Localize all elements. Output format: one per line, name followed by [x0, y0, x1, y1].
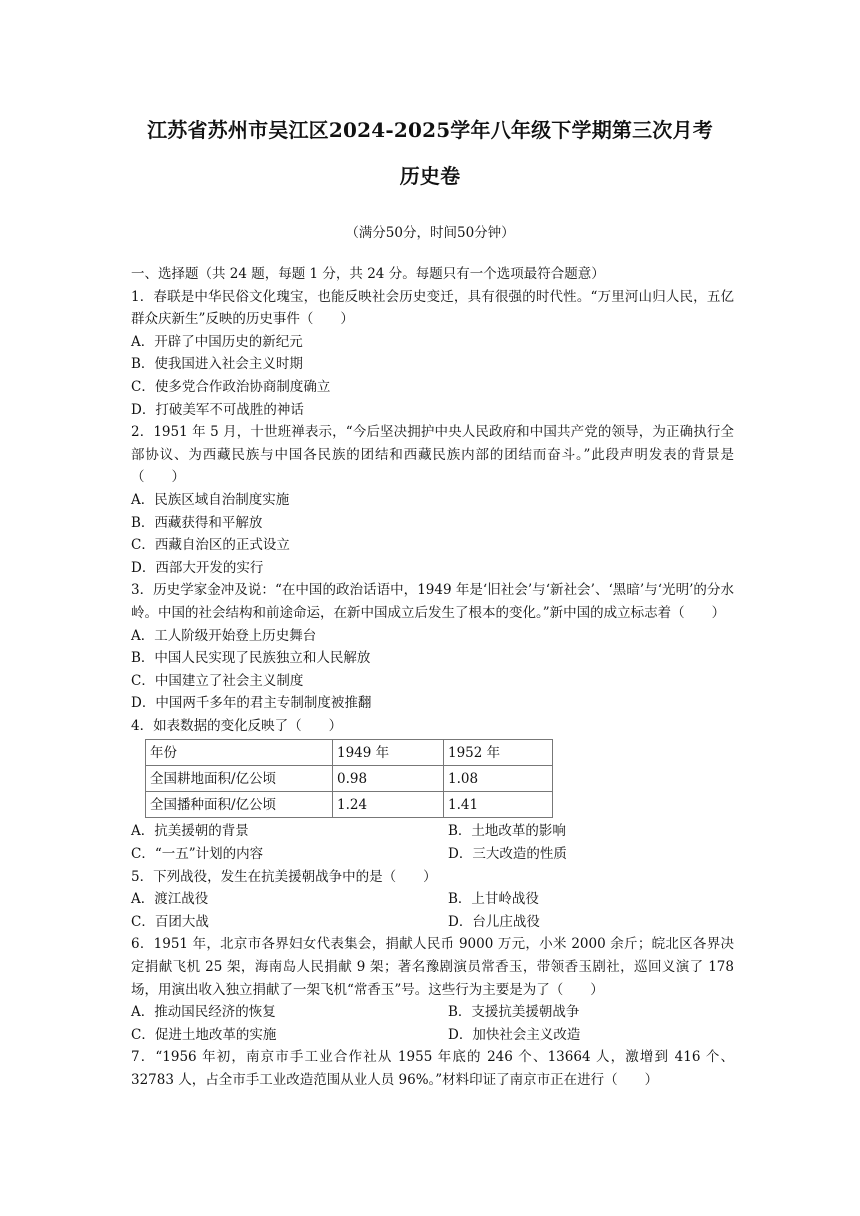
table-cell: 1.24: [333, 792, 444, 818]
question-6-options-row-1: [131, 1001, 734, 1024]
exam-title: 江苏省苏州市吴江区2024-2025学年八年级下学期第三次月考: [147, 118, 713, 142]
question-2-option-c: C．西藏自治区的正式设立: [131, 537, 290, 554]
question-4-table: [145, 739, 553, 818]
question-1-option-d: D．打破美军不可战胜的神话: [131, 401, 304, 418]
question-4-option-a: A．抗美援朝的背景: [131, 823, 249, 840]
table-header-cell: 年份: [146, 740, 333, 766]
question-3-option-a: A．工人阶级开始登上历史舞台: [131, 627, 317, 644]
table-row: [146, 792, 553, 818]
question-5-option-a: A．渡江战役: [131, 891, 209, 908]
question-4-options-row-1: [131, 820, 734, 843]
question-3-option-d: D．中国两千多年的君主专制制度被推翻: [131, 695, 372, 712]
question-1-option-b: B．使我国进入社会主义时期: [131, 356, 303, 373]
question-6-options-row-2: [131, 1024, 734, 1047]
table-header-cell: 1949 年: [333, 740, 444, 766]
table-header-row: [146, 740, 553, 766]
table-row: [146, 766, 553, 792]
question-4-options-row-2: [131, 843, 734, 866]
question-6-option-b: B．支援抗美援朝战争: [448, 1004, 580, 1021]
question-5-stem: 5．下列战役，发生在抗美援朝战争中的是（ ）: [131, 868, 437, 885]
question-4-option-d: D．三大改造的性质: [448, 846, 567, 863]
exam-subject-title: 历史卷: [399, 164, 461, 188]
table-cell: 1.08: [444, 766, 553, 792]
question-2-option-d: D．西部大开发的实行: [131, 559, 264, 576]
question-3-option-b: B．中国人民实现了民族独立和人民解放: [131, 650, 371, 667]
question-4-stem: 4．如表数据的变化反映了（ ）: [131, 717, 343, 734]
question-3-stem: 3．历史学家金冲及说：“在中国的政治话语中，1949 年是‘旧社会’与‘新社会’、‘黑暗’与‘光明’的分水岭。中国的社会结构和前途命运，在新中国成立后发生了根本的变化。”新中国的成立标志着（ ）: [131, 582, 734, 621]
question-2-stem: 2．1951 年 5 月，十世班禅表示，“今后坚决拥护中央人民政府和中国共产党的领导，为正确执行全部协议、为西藏民族与中国各民族的团结和西藏民族内部的团结而奋斗。”此段声明发表的背景是（ ）: [131, 424, 734, 486]
question-1-stem: 1．春联是中华民俗文化瑰宝，也能反映社会历史变迁，具有很强的时代性。“万里河山归人民，五亿群众庆新生”反映的历史事件（ ）: [131, 288, 734, 328]
question-6-stem: 6．1951 年，北京市各界妇女代表集会，捐献人民币 9000 万元，小米 2000 余斤；皖北区各界决定捐献飞机 25 架，海南岛人民捐献 9 架；著名豫剧演员常香玉，带领香玉剧社，巡回义演了 178 场，用演出收入独立捐献了一架飞机“常香玉”号。这些行为主要是为了（ ）: [131, 936, 734, 998]
table-cell: 全国耕地面积/亿公顷: [146, 766, 333, 792]
question-3-option-c: C．中国建立了社会主义制度: [131, 672, 304, 689]
question-7-stem: 7．“1956 年初，南京市手工业合作社从 1955 年底的 246 个、13664 人，激增到 416 个、32783 人，占全市手工业改造范围从业人员 96%。”材料印证了南京市正在进行（ ）: [131, 1049, 734, 1088]
table-cell: 0.98: [333, 766, 444, 792]
question-4-option-b: B．土地改革的影响: [448, 823, 566, 840]
question-area: [131, 263, 734, 1092]
section-heading: 一、选择题（共 24 题，每题 1 分，共 24 分。每题只有一个选项最符合题意）: [131, 266, 605, 282]
question-1-option-c: C．使多党合作政治协商制度确立: [131, 378, 331, 395]
question-5-options-row-2: [131, 911, 734, 934]
table-header-cell: 1952 年: [444, 740, 553, 766]
question-6-option-c: C．促进土地改革的实施: [131, 1026, 277, 1043]
question-5-option-d: D．台儿庄战役: [448, 913, 540, 930]
question-2-option-a: A．民族区域自治制度实施: [131, 491, 290, 508]
question-4-option-c: C．“一五”计划的内容: [131, 846, 264, 863]
exam-score-time: （满分50分，时间50分钟）: [345, 225, 515, 241]
question-1-option-a: A．开辟了中国历史的新纪元: [131, 333, 303, 350]
table-cell: 1.41: [444, 792, 553, 818]
question-5-option-b: B．上甘岭战役: [448, 891, 539, 908]
table-cell: 全国播种面积/亿公顷: [146, 792, 333, 818]
question-6-option-a: A．推动国民经济的恢复: [131, 1004, 276, 1021]
question-6-option-d: D．加快社会主义改造: [448, 1026, 581, 1043]
question-2-option-b: B．西藏获得和平解放: [131, 514, 263, 531]
question-5-option-c: C．百团大战: [131, 913, 209, 930]
question-5-options-row-1: [131, 888, 734, 911]
